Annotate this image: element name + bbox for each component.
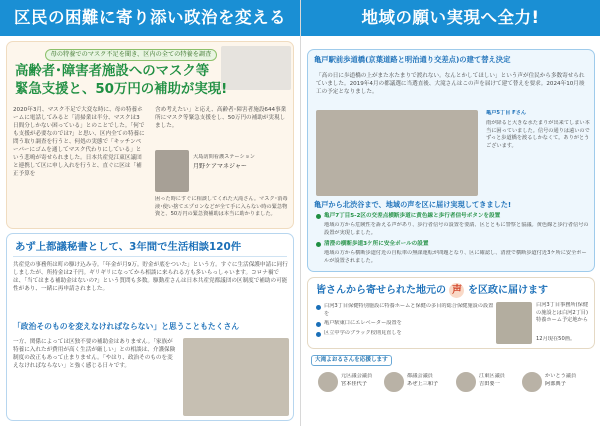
- life-consultation-card: [6, 233, 294, 421]
- supporter-name: 阿部典子: [545, 381, 566, 387]
- voices-title-before: 皆さんから寄せられた地元の: [316, 285, 446, 296]
- voice-item: 亀戸駅東口にエレベーター設置を: [324, 320, 402, 326]
- site-photo: [496, 302, 532, 344]
- life-card-title: あず上都議秘書として、3年間で生活相談120件: [15, 241, 242, 253]
- supporter-role: かいとう議員: [545, 373, 577, 379]
- quote-body: 困った時にすぐに相談してくれた大滝さん。マスク･消毒液･使い捨てエプロンなどが全て手に入らない時の緊急物資と、50万円の緊急資補助は本当に助かりました。: [155, 196, 288, 217]
- support-section: [307, 353, 595, 421]
- voices-title-after: を区政に届けます: [467, 285, 548, 296]
- voice-item: 区立中学のブラック校則見直しを: [324, 330, 402, 336]
- item-2-body: 地域の方から横断歩道付近の自転車の無謀運転が問題となり、区に確認し、清澄で横断歩道付近3ケ所に安全ポールが設置されました。: [324, 250, 587, 264]
- voices-title: [316, 283, 548, 298]
- consultation-photo: [183, 338, 289, 416]
- life-card-body: 共産党の事務所は町の駆け込み寺。「年金が月9万。貯金が底をついた」という方。すぐに生活保護申請に同行しましたが、所持金は2千円。ギリギリになってから相談に来られる方も多いらっしゃいます。コロナ禍では、「当てはまる補助金はないの?」という質問も多数。駆動産さんは日本共産党都議団の区制度で補助の可能性があり、一緒に再申請されました。: [13, 262, 288, 292]
- supporter-avatar: [455, 371, 477, 393]
- masks-photo: [221, 46, 291, 90]
- quote-name: 月野ケアマネジャー: [193, 163, 247, 170]
- supporter-role: 元区議会議員: [341, 373, 373, 379]
- mask-card-headline-2: 緊急支援と、50万円の補助が実現!: [15, 82, 228, 97]
- resident-comment: 雨が降ると大きな水たまりが出来てしまい本当に困っていました。信号の通りは遠いのでずっと歩道橋を渡るしかなくて。ありがとうございます。: [486, 120, 590, 149]
- site-photo-caption-2: 12月現在50画。: [536, 336, 576, 342]
- left-banner: 区民の困難に寄り添い政治を変える: [0, 0, 300, 36]
- supporter-role: 都議会議員: [407, 373, 433, 379]
- supporter-avatar: [317, 371, 339, 393]
- voices-title-word: 声: [449, 283, 464, 298]
- supporter-name: 吉田要一: [479, 381, 500, 387]
- voices-card: [307, 277, 595, 349]
- voice-item: 白河3丁目保健特別施設に特養ホームと保健の多目的総合保健施設の設置を: [324, 303, 494, 317]
- right-page: [300, 0, 600, 426]
- quote-title: 大島訪問看護ステーション: [193, 154, 255, 160]
- supporter-name: 宮本佳代子: [341, 381, 367, 387]
- kameido-subhead: 亀戸から北渋谷まで、地域の声を区に届け実現してきました!: [314, 200, 512, 209]
- supporter-name: あぜ上三和子: [407, 381, 439, 387]
- mask-card-body-left: 2020年3月、マスク不足で大変な時に、母の特養ホームに電話してみると「清掃業は半分、マスクは3日間分しかない困っている」とのことでした。「何でも支援が必要なのでは?」と思い、区内全ての特養に問う取り調査を行うと、何処の実態で「キッチンペーパーにゴムを通してマスク代わりにしている」という悲鳴が寄せられました。日本共産党江東区議団と連携して区に申し入れを行うと、直ぐに区は「補正予算を: [13, 107, 145, 177]
- supporter-avatar: [521, 371, 543, 393]
- item-1-body: 地域の方から危険性を訴える声があり、歩行者信号の設置を要請、区とともに警察と協議。黄色線と歩行者信号の設置が実現しました。: [324, 222, 589, 236]
- supporter-avatar: [383, 371, 405, 393]
- support-title: 大滝よおるさんを応援します: [311, 355, 392, 366]
- overpass-photo: [316, 110, 478, 196]
- resident-name: 亀戸5丁目 Fさん: [486, 110, 527, 116]
- item-1-title: 亀戸7丁目5-2区の交差点横断歩道に黄色線と歩行者信号ボタンを設置: [324, 213, 501, 219]
- item-2-title: 清澄の横断歩道3ケ所に安全ポールの設置: [324, 241, 429, 247]
- kameido-card-title: 亀戸駅前歩道橋(京葉道路と明治通り交差点)の建て替え決定: [314, 55, 511, 64]
- life-card-quote: 「政治そのものを変えなければならない」と思うこともたくさん: [13, 322, 240, 331]
- site-photo-caption: 白河3丁目事務所(保健の施設とは白河2丁目)特養ホーム予定地から: [536, 302, 589, 323]
- mask-card-headline-1: 高齢者･障害者施設へのマスク等: [15, 64, 210, 79]
- care-manager-photo: [155, 150, 189, 192]
- kameido-card: [307, 49, 595, 272]
- mask-card-pill: 母の特養でのマスク不足を聞き、区内の全ての特養を調査: [45, 49, 217, 61]
- kameido-card-body: 「高の日に歩道橋の上がまた水たまりで渡れない。なんとかしてほしい」という声が住民から多数寄せられていました。2019年4月の都議選に当選直後、大滝さんはこの声を届けて建て替えを要求。2024年10月竣工の予定となりました。: [316, 73, 585, 95]
- life-card-body-2: 一方、関係によっては区独不要の補助金はありません。「家族が特養に入れたが費用が高く生活が厳しい」との相談は、介護保険制度の改正もあって止まりません。「やはり、政治そのものを変えなければならない」と強く感じる日々です。: [13, 339, 176, 369]
- mask-support-card: [6, 41, 294, 229]
- mask-card-body-right: 含め考えたい」と応え、高齢者･障害者施設644事業所にマスク等緊急支援をし、50万円の補助が実現しました。: [155, 107, 287, 129]
- supporter-role: 江東区議員: [479, 373, 505, 379]
- right-banner: 地域の願い実現へ全力!: [301, 0, 600, 36]
